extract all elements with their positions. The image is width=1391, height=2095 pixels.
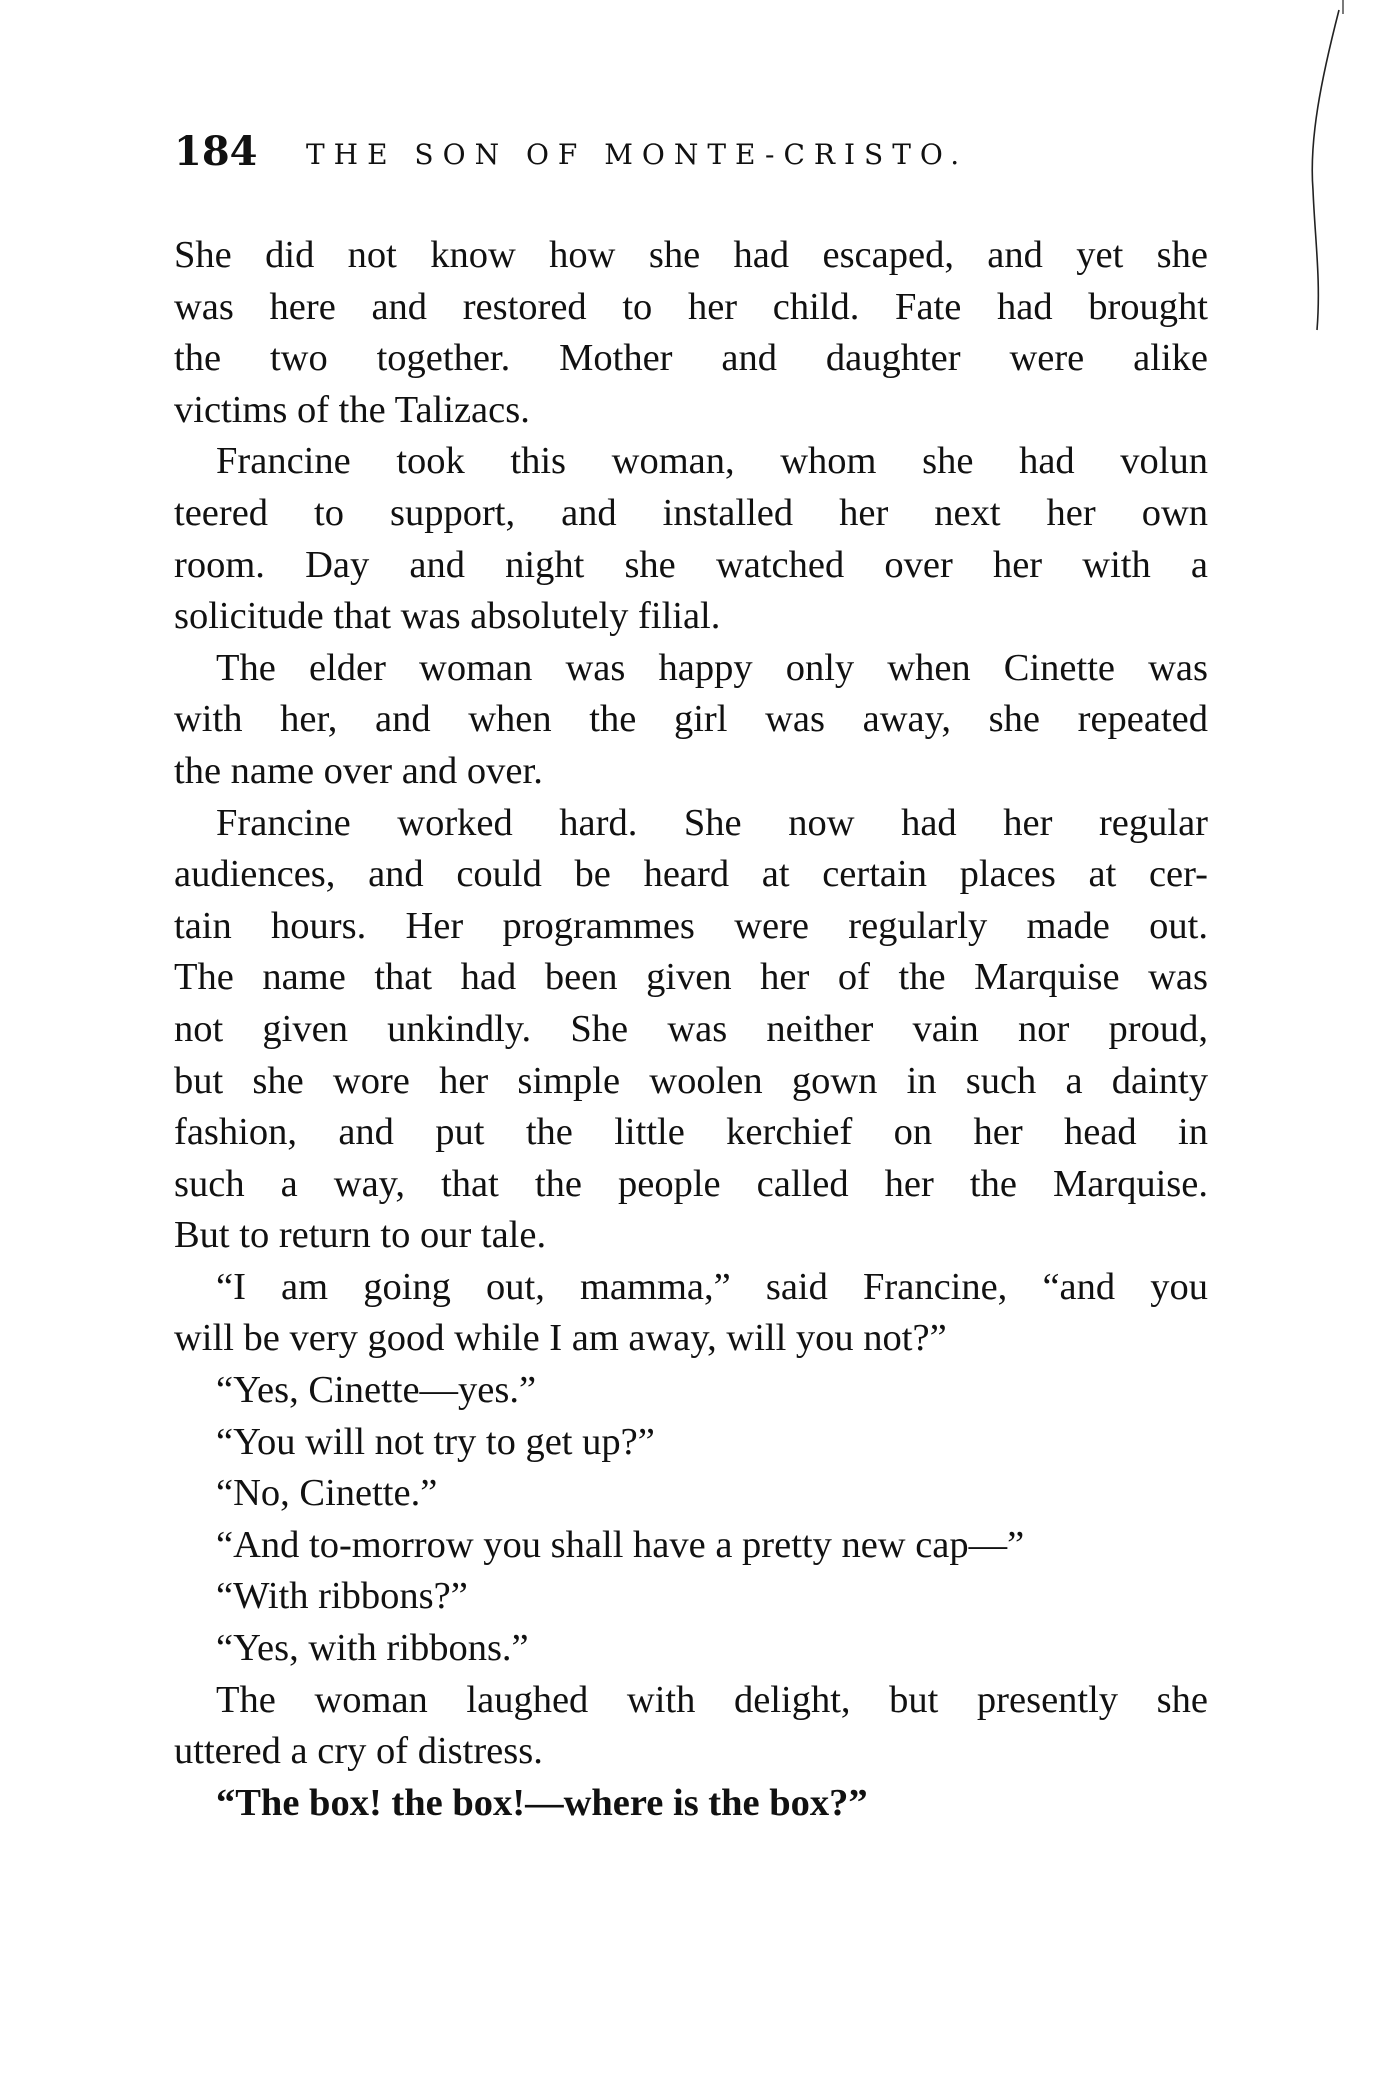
text-line: the name over and over.: [174, 749, 543, 792]
text-line: was here and restored to her child. Fate had brought: [174, 285, 1208, 328]
text-line: “The box! the box!—where is the box?”: [216, 1781, 868, 1824]
text-line: teered to support, and installed her next her own: [174, 491, 1208, 534]
text-line: “No, Cinette.”: [216, 1472, 438, 1515]
text-line: She did not know how she had escaped, and yet she: [174, 234, 1208, 276]
text-line: victims of the Talizacs.: [174, 388, 530, 431]
text-line: with her, and when the girl was away, she repeated: [174, 698, 1208, 741]
text-line: Francine took this woman, whom she had volun: [216, 440, 1208, 483]
text-line: The name that had been given her of the Marquise was: [174, 956, 1208, 999]
text-line: solicitude that was absolutely filial.: [174, 595, 721, 638]
text-line: such a way, that the people called her the Marquise.: [174, 1162, 1208, 1205]
text-line: fashion, and put the little kerchief on her head in: [174, 1111, 1208, 1154]
text-line: not given unkindly. She was neither vain nor proud,: [174, 1007, 1208, 1050]
text-line: will be very good while I am away, will you not?”: [174, 1317, 947, 1360]
text-line: “Yes, with ribbons.”: [216, 1627, 529, 1670]
text-line: but she wore her simple woolen gown in such a dainty: [174, 1059, 1208, 1102]
body-text: [174, 230, 1208, 1829]
text-line: The woman laughed with delight, but presently she: [216, 1678, 1208, 1721]
text-line: But to return to our tale.: [174, 1214, 547, 1257]
running-title: THE SON OF MONTE-CRISTO.: [306, 138, 969, 171]
text-line: The elder woman was happy only when Cinette was: [216, 646, 1208, 689]
text-line: Francine worked hard. She now had her regular: [216, 801, 1208, 844]
text-line: uttered a cry of distress.: [174, 1730, 543, 1773]
text-line: tain hours. Her programmes were regularly made out.: [174, 904, 1208, 947]
text-line: “You will not try to get up?”: [216, 1420, 655, 1463]
text-line: “And to-morrow you shall have a pretty new cap—”: [216, 1523, 1025, 1566]
text-line: “Yes, Cinette—yes.”: [216, 1369, 537, 1412]
text-line: room. Day and night she watched over her with a: [174, 543, 1208, 586]
text-line: the two together. Mother and daughter were alike: [174, 337, 1208, 380]
running-header: [174, 128, 1214, 188]
margin-pencil-mark: [1291, 0, 1351, 420]
text-line: audiences, and could be heard at certain places at cer-: [174, 853, 1208, 896]
text-line: “With ribbons?”: [216, 1575, 468, 1618]
text-line: “I am going out, mamma,” said Francine, “and you: [216, 1265, 1208, 1308]
page-number: 184: [174, 128, 258, 175]
